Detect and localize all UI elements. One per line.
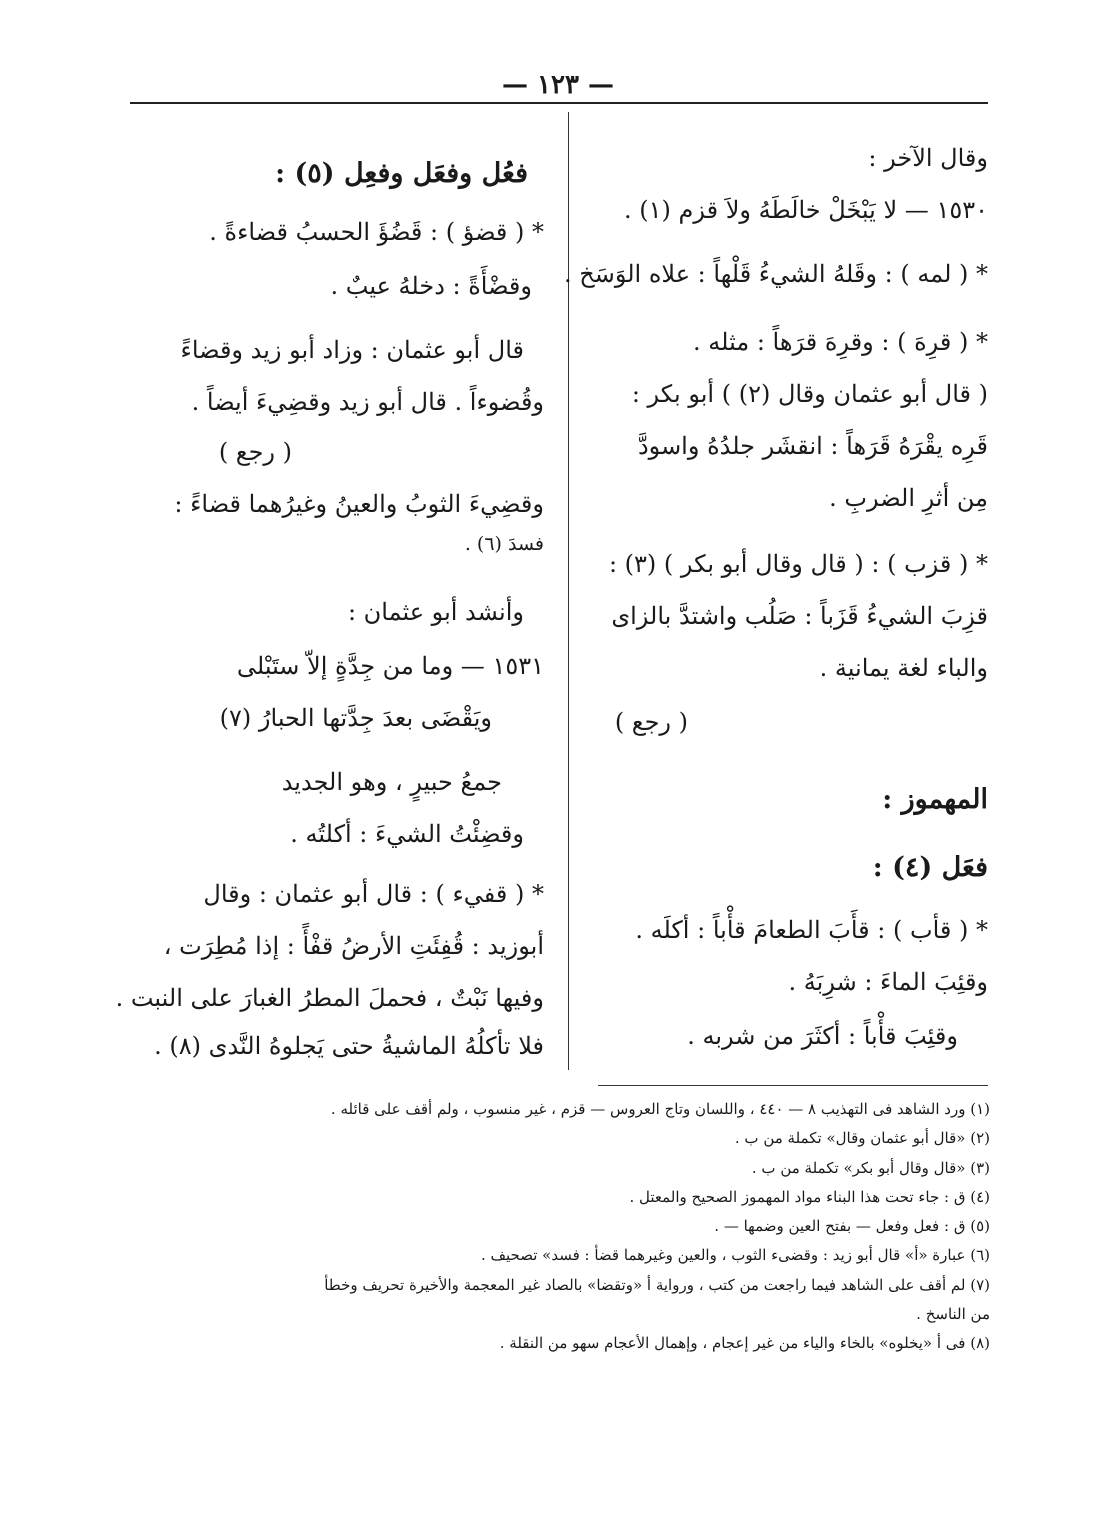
right-line-7: مِن أثرِ الضربِ .: [829, 484, 988, 512]
left-line-2: * ( قضؤ ) : قَضُؤَ الحسبُ قضاءةً .: [209, 218, 544, 246]
right-line-4: * ( قرِهَ ) : وقرِهَ قرَهاً : مثله .: [693, 328, 988, 356]
right-line-15: وقئِبَ الماءَ : شرِبَهُ .: [788, 968, 988, 996]
footnote-rule: [598, 1085, 988, 1086]
right-line-14: * ( قأب ) : قأَبَ الطعامَ قأْباً : أكلَه .: [635, 916, 988, 944]
left-line-6: ( رجع ): [218, 438, 292, 466]
right-line-6: قَرِه يقْرَهُ قَرَهاً : انقشَر جلدُهُ واسودَّ: [637, 432, 988, 460]
left-line-9: وأنشد أبو عثمان :: [347, 598, 524, 626]
column-divider: [568, 112, 569, 1070]
left-line-16: وفيها نَبْتٌ ، فحملَ المطرُ الغبارَ على النبت .: [115, 984, 544, 1012]
left-line-14: * ( قفيء ) : قال أبو عثمان : وقال: [203, 880, 544, 908]
right-line-1: وقال الآخر :: [868, 144, 988, 172]
footnote-2: (٢) «قال أبو عثمان وقال» تكملة من ب .: [734, 1129, 990, 1148]
left-line-11: ويَقْضَى بعدَ جِدَّتها الحبارُ (٧): [219, 704, 492, 732]
left-line-5: وقُضوءاً . قال أبو زيد وقضِيءَ أيضاً .: [191, 388, 544, 416]
right-line-16: وقئِبَ قأْباً : أكثَرَ من شربه .: [687, 1022, 958, 1050]
left-line-13: وقضِئْتُ الشيءَ : أكلتُه .: [290, 820, 524, 848]
right-line-2: ١٥٣٠ — لا يَبْخَلْ خالَطَهُ ولاَ قزم (١) .: [624, 196, 988, 224]
footnote-4: (٤) ق : جاء تحت هذا البناء مواد المهموز الصحيح والمعتل .: [629, 1187, 990, 1206]
right-line-3: * ( لمه ) : وقَلهُ الشيءُ قَلْهاً : علاه الوَسَخ .: [563, 260, 988, 288]
footnote-6: (٦) عبارة «أ» قال أبو زيد : وقضىء الثوب ، والعين وغيرهما قضأ : فسد» تصحيف .: [480, 1246, 990, 1265]
footnote-1: (١) ورد الشاهد فى التهذيب ٨ — ٤٤٠ ، واللسان وتاج العروس — قزم ، غير منسوب ، ولم أقف على قائله .: [330, 1100, 990, 1118]
footnotes: [150, 1095, 990, 1358]
right-line-13: فعَل (٤) :: [872, 852, 988, 883]
left-line-3: وقضْأَةً : دخلهُ عيبٌ .: [330, 272, 532, 300]
left-line-17: فلا تأكلُهُ الماشيةُ حتى يَجلوهُ النَّدى (٨) .: [154, 1032, 544, 1060]
left-line-12: جمعُ حبيرٍ ، وهو الجديد: [281, 768, 502, 796]
left-line-1: فعُل وفعَل وفعِل (٥) :: [275, 158, 528, 189]
right-line-10: والباء لغة يمانية .: [819, 654, 988, 682]
right-line-12: المهموز :: [882, 784, 988, 815]
right-line-8: * ( قزب ) : ( قال وقال أبو بكر ) (٣) :: [608, 550, 988, 578]
left-line-4: قال أبو عثمان : وزاد أبو زيد وقضاءً: [180, 336, 524, 364]
right-line-11: ( رجع ): [614, 708, 688, 736]
footnote-7-continued: من الناسخ .: [916, 1304, 990, 1323]
top-rule: [130, 102, 988, 104]
footnote-3: (٣) «قال وقال أبو بكر» تكملة من ب .: [751, 1158, 990, 1177]
footnote-7: (٧) لم أقف على الشاهد فيما راجعت من كتب ، ورواية أ «وتقضا» بالصاد غير المعجمة والأخيرة تحريف وخطأ: [324, 1275, 990, 1294]
footnote-5: (٥) ق : فعل وفعل — بفتح العين وضمها — .: [714, 1217, 990, 1235]
left-line-7: وقضِيءَ الثوبُ والعينُ وغيرُهما قضاءً :: [174, 490, 544, 518]
left-line-10: ١٥٣١ — وما من جِدَّةٍ إلاّ ستَبْلى: [236, 652, 544, 680]
right-line-5: ( قال أبو عثمان وقال (٢) ) أبو بكر :: [631, 380, 988, 408]
left-line-15: أبوزيد : قُفِئَتِ الأرضُ قفْأً : إذا مُطِرَت ،: [163, 932, 544, 960]
left-line-8: فسدَ (٦) .: [464, 533, 544, 555]
footnote-8: (٨) فى أ «يخلوه» بالخاء والياء من غير إعجام ، وإهمال الأعجام سهو من النقلة .: [499, 1334, 990, 1352]
right-line-9: قزِبَ الشيءُ قَزَباً : صَلُب واشتدَّ بالزاى: [611, 602, 988, 630]
page-number: — ١٢٣ —: [501, 70, 615, 100]
